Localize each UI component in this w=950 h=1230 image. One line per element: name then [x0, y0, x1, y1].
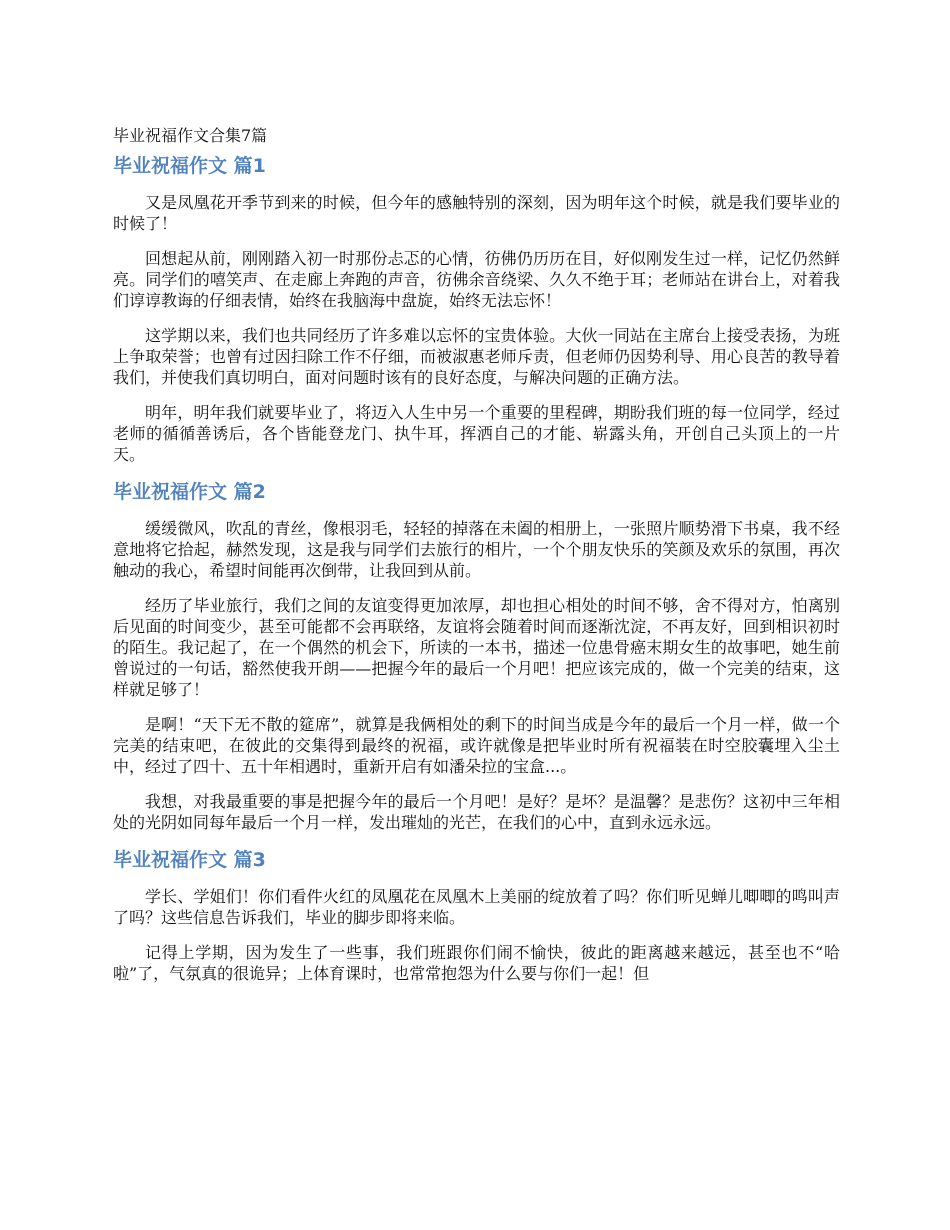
paragraph: 学长、学姐们！你们看件火红的凤凰花在凤凰木上美丽的绽放着了吗？你们听见蝉儿唧唧的鸣叫声了吗？这些信息告诉我们，毕业的脚步即将来临。: [113, 887, 840, 927]
paragraph: 又是凤凰花开季节到来的时候，但今年的感触特别的深刻，因为明年这个时候，就是我们要毕业的时候了！: [113, 193, 840, 233]
paragraph: 我想，对我最重要的事是把握今年的最后一个月吧！是好？是坏？是温馨？是悲伤？这初中三年相处的光阴如同每年最后一个月一样，发出璀灿的光芒，在我们的心中，直到永远永远。: [113, 792, 840, 832]
section-2: [113, 479, 840, 833]
paragraph: 是啊！“天下无不散的筵席”，就算是我俩相处的剩下的时间当成是今年的最后一个月一样，做一个完美的结束吧，在彼此的交集得到最终的祝福，或许就像是把毕业时所有祝福装在时空胶囊埋入尘土中，经过了四十、五十年相遇时，重新开启有如潘朵拉的宝盒...。: [113, 715, 840, 776]
document-title: 毕业祝福作文合集7篇: [113, 126, 268, 145]
paragraph: 经历了毕业旅行，我们之间的友谊变得更加浓厚，却也担心相处的时间不够，舍不得对方，怕离别后见面的时间变少，甚至可能都不会再联络，友谊将会随着时间而逐渐沈淀，不再友好，回到相识初时的陌生。我记起了，在一个偶然的机会下，所读的一本书，描述一位患骨癌末期女生的故事吧，她生前曾说过的一句话，豁然使我开朗——把握今年的最后一个月吧！把应该完成的，做一个完美的结束，这样就足够了！: [113, 596, 840, 699]
paragraph: 这学期以来，我们也共同经历了许多难以忘怀的宝贵体验。大伙一同站在主席台上接受表扬，为班上争取荣誉；也曾有过因扫除工作不仔细，而被淑惠老师斥责，但老师仍因势利导、用心良苦的教导着我们，并使我们真切明白，面对问题时该有的良好态度，与解决问题的正确方法。: [113, 326, 840, 387]
section-heading: 毕业祝福作文 篇3: [113, 849, 266, 871]
document-page: [113, 123, 840, 998]
paragraph: 明年，明年我们就要毕业了，将迈入人生中另一个重要的里程碑，期盼我们班的每一位同学，经过老师的循循善诱后，各个皆能登龙门、执牛耳，挥洒自己的才能、崭露头角，开创自己头顶上的一片天。: [113, 403, 840, 464]
section-heading: 毕业祝福作文 篇1: [113, 155, 266, 177]
section-1: [113, 153, 840, 465]
section-3: [113, 847, 840, 984]
paragraph: 回想起从前，刚刚踏入初一时那份忐忑的心情，彷佛仍历历在目，好似刚发生过一样，记忆仍然鲜亮。同学们的嘻笑声、在走廊上奔跑的声音，彷佛余音绕梁、久久不绝于耳；老师站在讲台上，对着我们谆谆教诲的仔细表情，始终在我脑海中盘旋，始终无法忘怀！: [113, 249, 840, 310]
paragraph: 记得上学期，因为发生了一些事，我们班跟你们闹不愉快，彼此的距离越来越远，甚至也不“哈啦”了，气氛真的很诡异；上体育课时，也常常抱怨为什么要与你们一起！但: [113, 943, 840, 983]
paragraph: 缓缓微风，吹乱的青丝，像根羽毛，轻轻的掉落在未阖的相册上，一张照片顺势滑下书桌，我不经意地将它拾起，赫然发现，这是我与同学们去旅行的相片，一个个朋友快乐的笑颜及欢乐的氛围，再次触动的我心，希望时间能再次倒带，让我回到从前。: [113, 519, 840, 580]
section-heading: 毕业祝福作文 篇2: [113, 481, 266, 503]
